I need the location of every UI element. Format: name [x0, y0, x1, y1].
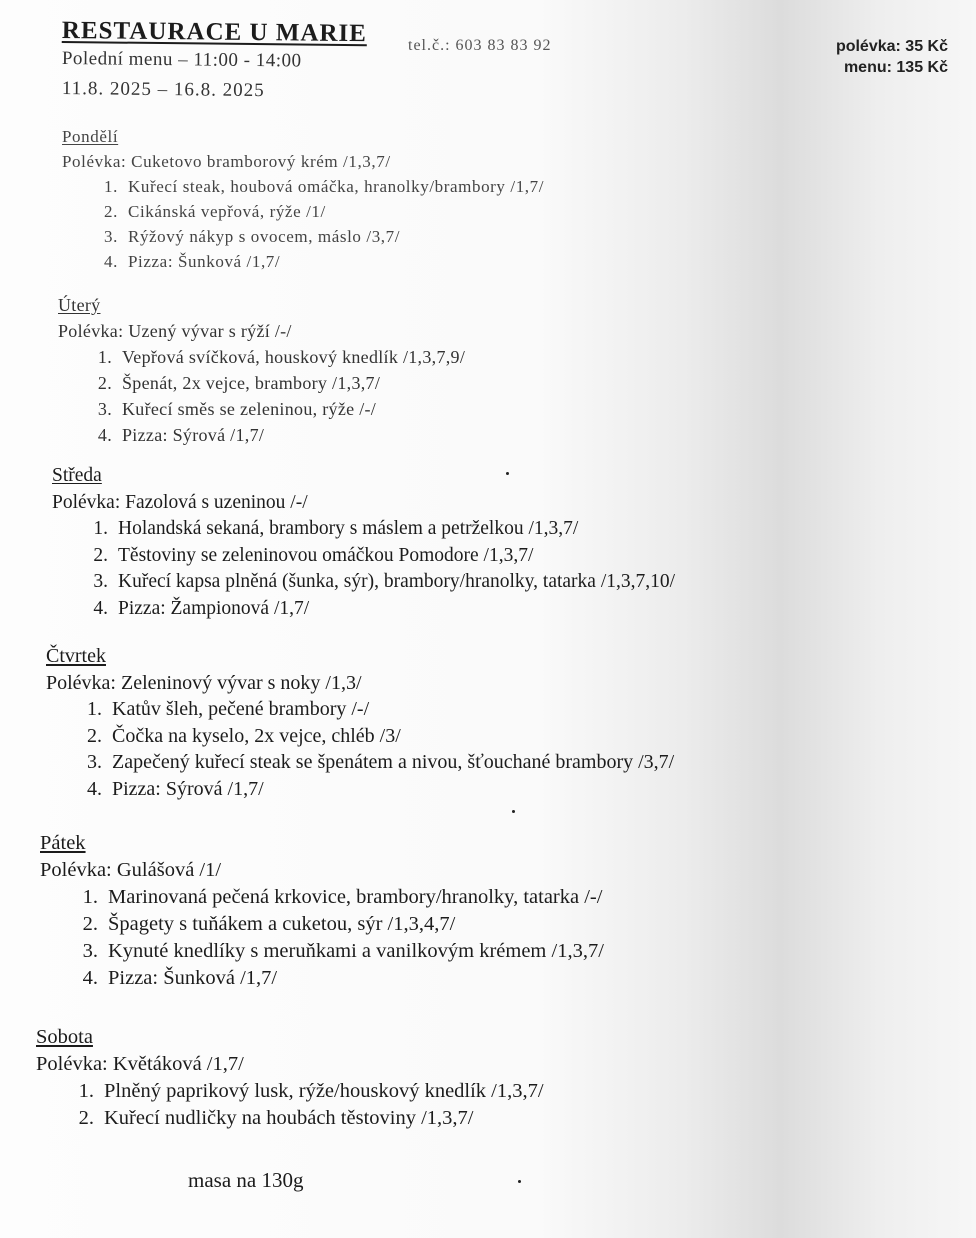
- dish-text: Pizza: Sýrová /1,7/: [112, 777, 264, 800]
- day-title: Čtvrtek: [46, 645, 106, 667]
- list-item: [72, 965, 604, 992]
- item-number: 1.: [93, 518, 108, 539]
- dish-text: Zapečený kuřecí steak se špenátem a nivou, šťouchané brambory /3,7/: [112, 751, 675, 773]
- dish-text: Kuřecí nudličky na houbách těstoviny /1,3,7/: [104, 1107, 474, 1129]
- list-item: [86, 370, 465, 396]
- soup-line: Polévka: Uzený vývar s rýží /-/: [58, 321, 292, 341]
- dish-text: Cikánská vepřová, rýže /1/: [128, 202, 326, 221]
- soup-line: Polévka: Gulášová /1/: [40, 859, 222, 881]
- day-title: Pátek: [40, 832, 86, 854]
- dish-text: Pizza: Žampionová /1,7/: [118, 597, 310, 619]
- menu-hours: Polední menu – 11:00 - 14:00: [61, 48, 302, 72]
- item-number: 2.: [87, 724, 102, 747]
- item-number: 1.: [97, 347, 112, 367]
- item-number: 4.: [93, 597, 108, 619]
- day-section-thursday: [46, 643, 674, 802]
- dish-list: [52, 516, 675, 622]
- list-item: [82, 516, 675, 543]
- scan-speck: [506, 472, 509, 475]
- soup-line: Polévka: Zeleninový vývar s noky /1,3/: [46, 671, 362, 694]
- scan-speck: [512, 810, 515, 813]
- dish-text: Marinovaná pečená krkovice, brambory/hranolky, tatarka /-/: [108, 886, 603, 908]
- item-number: 2.: [97, 373, 112, 393]
- dish-list: [46, 696, 674, 802]
- item-number: 3.: [93, 571, 108, 592]
- list-item: [82, 569, 675, 596]
- item-number: 1.: [104, 177, 118, 196]
- dish-text: Rýžový nákyp s ovocem, máslo /3,7/: [128, 227, 401, 246]
- item-number: 2.: [78, 1107, 94, 1129]
- item-number: 3.: [104, 227, 118, 246]
- list-item: [76, 723, 674, 750]
- dish-text: Čočka na kyselo, 2x vejce, chléb /3/: [112, 724, 401, 747]
- item-number: 1.: [87, 698, 102, 720]
- dish-text: Kuřecí směs se zeleninou, rýže /-/: [122, 399, 377, 419]
- day-section-tuesday: [58, 292, 465, 448]
- day-title: Středa: [52, 465, 102, 486]
- soup-line: Polévka: Cuketovo bramborový krém /1,3,7/: [62, 152, 391, 171]
- dish-text: Plněný paprikový lusk, rýže/houskový knedlík /1,3,7/: [104, 1080, 544, 1102]
- list-item: [76, 696, 674, 723]
- dish-list: [62, 174, 544, 274]
- item-number: 3.: [82, 940, 98, 962]
- dish-text: Pizza: Sýrová /1,7/: [122, 425, 265, 445]
- list-item: [72, 938, 604, 965]
- dish-text: Těstoviny se zeleninovou omáčkou Pomodore /1,3,7/: [118, 544, 534, 566]
- dish-text: Špenát, 2x vejce, brambory /1,3,7/: [122, 373, 381, 393]
- list-item: [82, 596, 675, 623]
- scan-speck: [518, 1180, 521, 1183]
- list-item: [92, 249, 544, 274]
- item-number: 1.: [82, 886, 98, 908]
- list-item: [68, 1105, 544, 1132]
- dish-list: [40, 884, 604, 992]
- price-list: [836, 36, 948, 78]
- soup-price: polévka: 35 Kč: [835, 38, 948, 55]
- item-number: 4.: [104, 252, 118, 271]
- day-section-monday: [62, 124, 544, 274]
- list-item: [86, 344, 465, 370]
- soup-line: Polévka: Květáková /1,7/: [36, 1053, 244, 1075]
- item-number: 2.: [93, 544, 108, 566]
- meat-weight-note: masa na 130g: [188, 1168, 304, 1192]
- dish-text: Pizza: Šunková /1,7/: [128, 252, 281, 271]
- item-number: 2.: [82, 913, 98, 935]
- dish-text: Pizza: Šunková /1,7/: [108, 967, 278, 989]
- item-number: 4.: [87, 777, 102, 800]
- dish-text: Kuřecí steak, houbová omáčka, hranolky/brambory /1,7/: [128, 177, 545, 196]
- list-item: [92, 224, 544, 249]
- menu-price: menu: 135 Kč: [843, 59, 948, 76]
- list-item: [86, 396, 465, 422]
- phone-number: tel.č.: 603 83 83 92: [408, 37, 552, 54]
- dish-text: Vepřová svíčková, houskový knedlík /1,3,7,9/: [122, 347, 466, 367]
- list-item: [82, 543, 675, 570]
- day-title: Pondělí: [62, 127, 119, 146]
- dish-text: Kynuté knedlíky s meruňkami a vanilkovým krémem /1,3,7/: [108, 940, 604, 962]
- day-section-saturday: [36, 1024, 544, 1132]
- dish-text: Kuřecí kapsa plněná (šunka, sýr), brambory/hranolky, tatarka /1,3,7,10/: [118, 571, 676, 592]
- dish-text: Holandská sekaná, brambory s máslem a petrželkou /1,3,7/: [118, 518, 579, 539]
- item-number: 3.: [87, 751, 102, 773]
- list-item: [68, 1078, 544, 1105]
- restaurant-name: RESTAURACE U MARIE: [61, 17, 368, 48]
- dish-list: [36, 1078, 544, 1132]
- menu-date-range: 11.8. 2025 – 16.8. 2025: [61, 78, 265, 102]
- item-number: 1.: [78, 1080, 94, 1102]
- dish-list: [58, 344, 465, 448]
- item-number: 4.: [97, 425, 112, 445]
- day-section-friday: [40, 830, 604, 992]
- item-number: 2.: [104, 202, 118, 221]
- soup-line: Polévka: Fazolová s uzeninou /-/: [52, 491, 308, 513]
- list-item: [86, 422, 465, 448]
- day-title: Sobota: [36, 1026, 93, 1048]
- day-section-wednesday: [52, 463, 675, 622]
- list-item: [76, 776, 674, 803]
- list-item: [72, 911, 604, 938]
- dish-text: Katův šleh, pečené brambory /-/: [112, 698, 370, 720]
- item-number: 3.: [97, 399, 112, 419]
- item-number: 4.: [82, 967, 98, 989]
- list-item: [72, 884, 604, 911]
- list-item: [92, 199, 544, 224]
- list-item: [92, 174, 544, 199]
- list-item: [76, 749, 674, 776]
- day-title: Úterý: [58, 295, 101, 315]
- dish-text: Špagety s tuňákem a cuketou, sýr /1,3,4,7/: [108, 913, 456, 935]
